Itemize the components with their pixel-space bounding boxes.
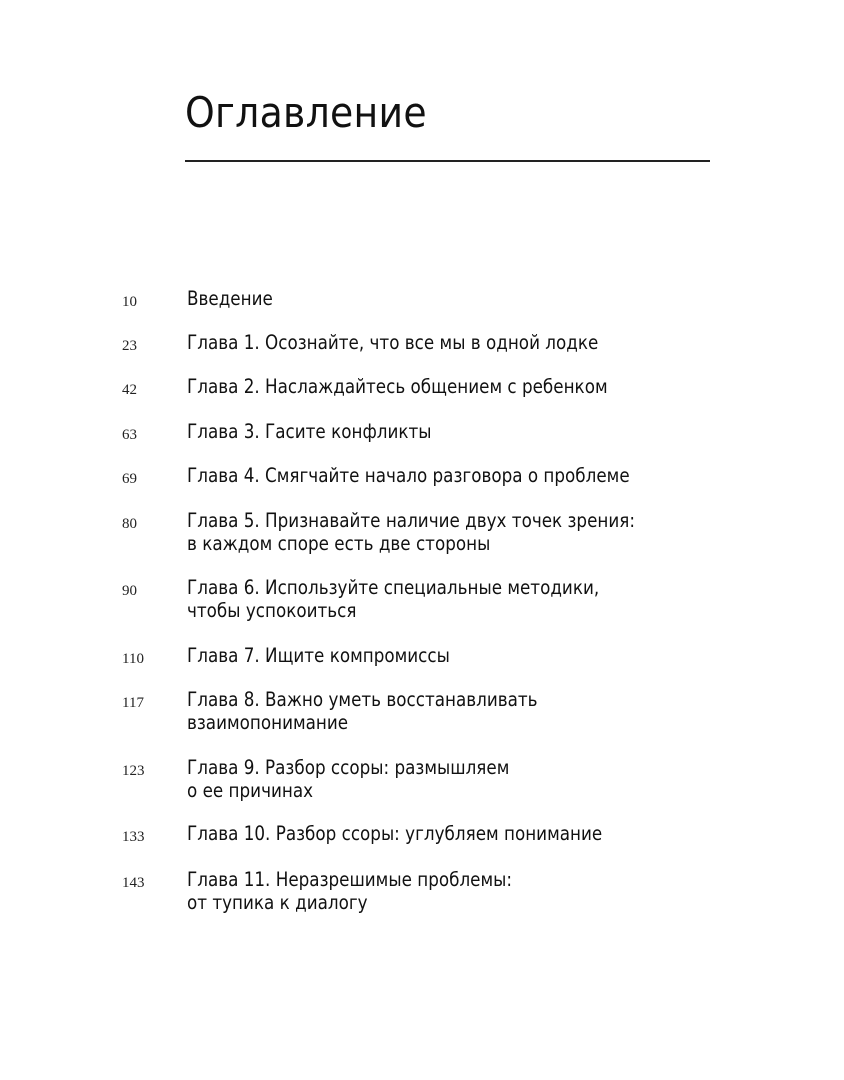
toc-entry-title: Глава 3. Гасите конфликты	[187, 420, 432, 443]
toc-page-number: 110	[122, 651, 144, 667]
toc-entry-title: Глава 7. Ищите компромиссы	[187, 644, 450, 667]
page-title: Оглавление	[185, 88, 427, 137]
toc-page-number: 63	[122, 427, 137, 443]
toc-entry-title: Глава 4. Смягчайте начало разговора о проблеме	[187, 464, 630, 487]
toc-entry-title: Глава 10. Разбор ссоры: углубляем понимание	[187, 822, 603, 845]
toc-page-number: 42	[122, 382, 137, 398]
toc-entry-title: Глава 6. Используйте специальные методики, чтобы успокоиться	[187, 576, 600, 622]
toc-page-number: 80	[122, 516, 137, 532]
toc-entry-title: Введение	[187, 287, 273, 310]
title-divider	[185, 160, 710, 162]
toc-entry-title: Глава 1. Осознайте, что все мы в одной лодке	[187, 331, 599, 354]
toc-page-number: 90	[122, 583, 137, 599]
toc-page-number: 117	[122, 695, 144, 711]
toc-page-number: 143	[122, 875, 145, 891]
toc-entry-title: Глава 8. Важно уметь восстанавливать взаимопонимание	[187, 688, 538, 734]
toc-entry-title: Глава 5. Признавайте наличие двух точек зрения: в каждом споре есть две стороны	[187, 509, 636, 555]
toc-page-number: 123	[122, 763, 145, 779]
toc-page-number: 69	[122, 471, 137, 487]
toc-entry-title: Глава 9. Разбор ссоры: размышляем о ее причинах	[187, 756, 510, 802]
toc-page-number: 133	[122, 829, 145, 845]
toc-entry-title: Глава 2. Наслаждайтесь общением с ребенком	[187, 375, 608, 398]
toc-page-number: 10	[122, 294, 137, 310]
toc-entry-title: Глава 11. Неразрешимые проблемы: от тупика к диалогу	[187, 868, 513, 914]
toc-page-number: 23	[122, 338, 137, 354]
